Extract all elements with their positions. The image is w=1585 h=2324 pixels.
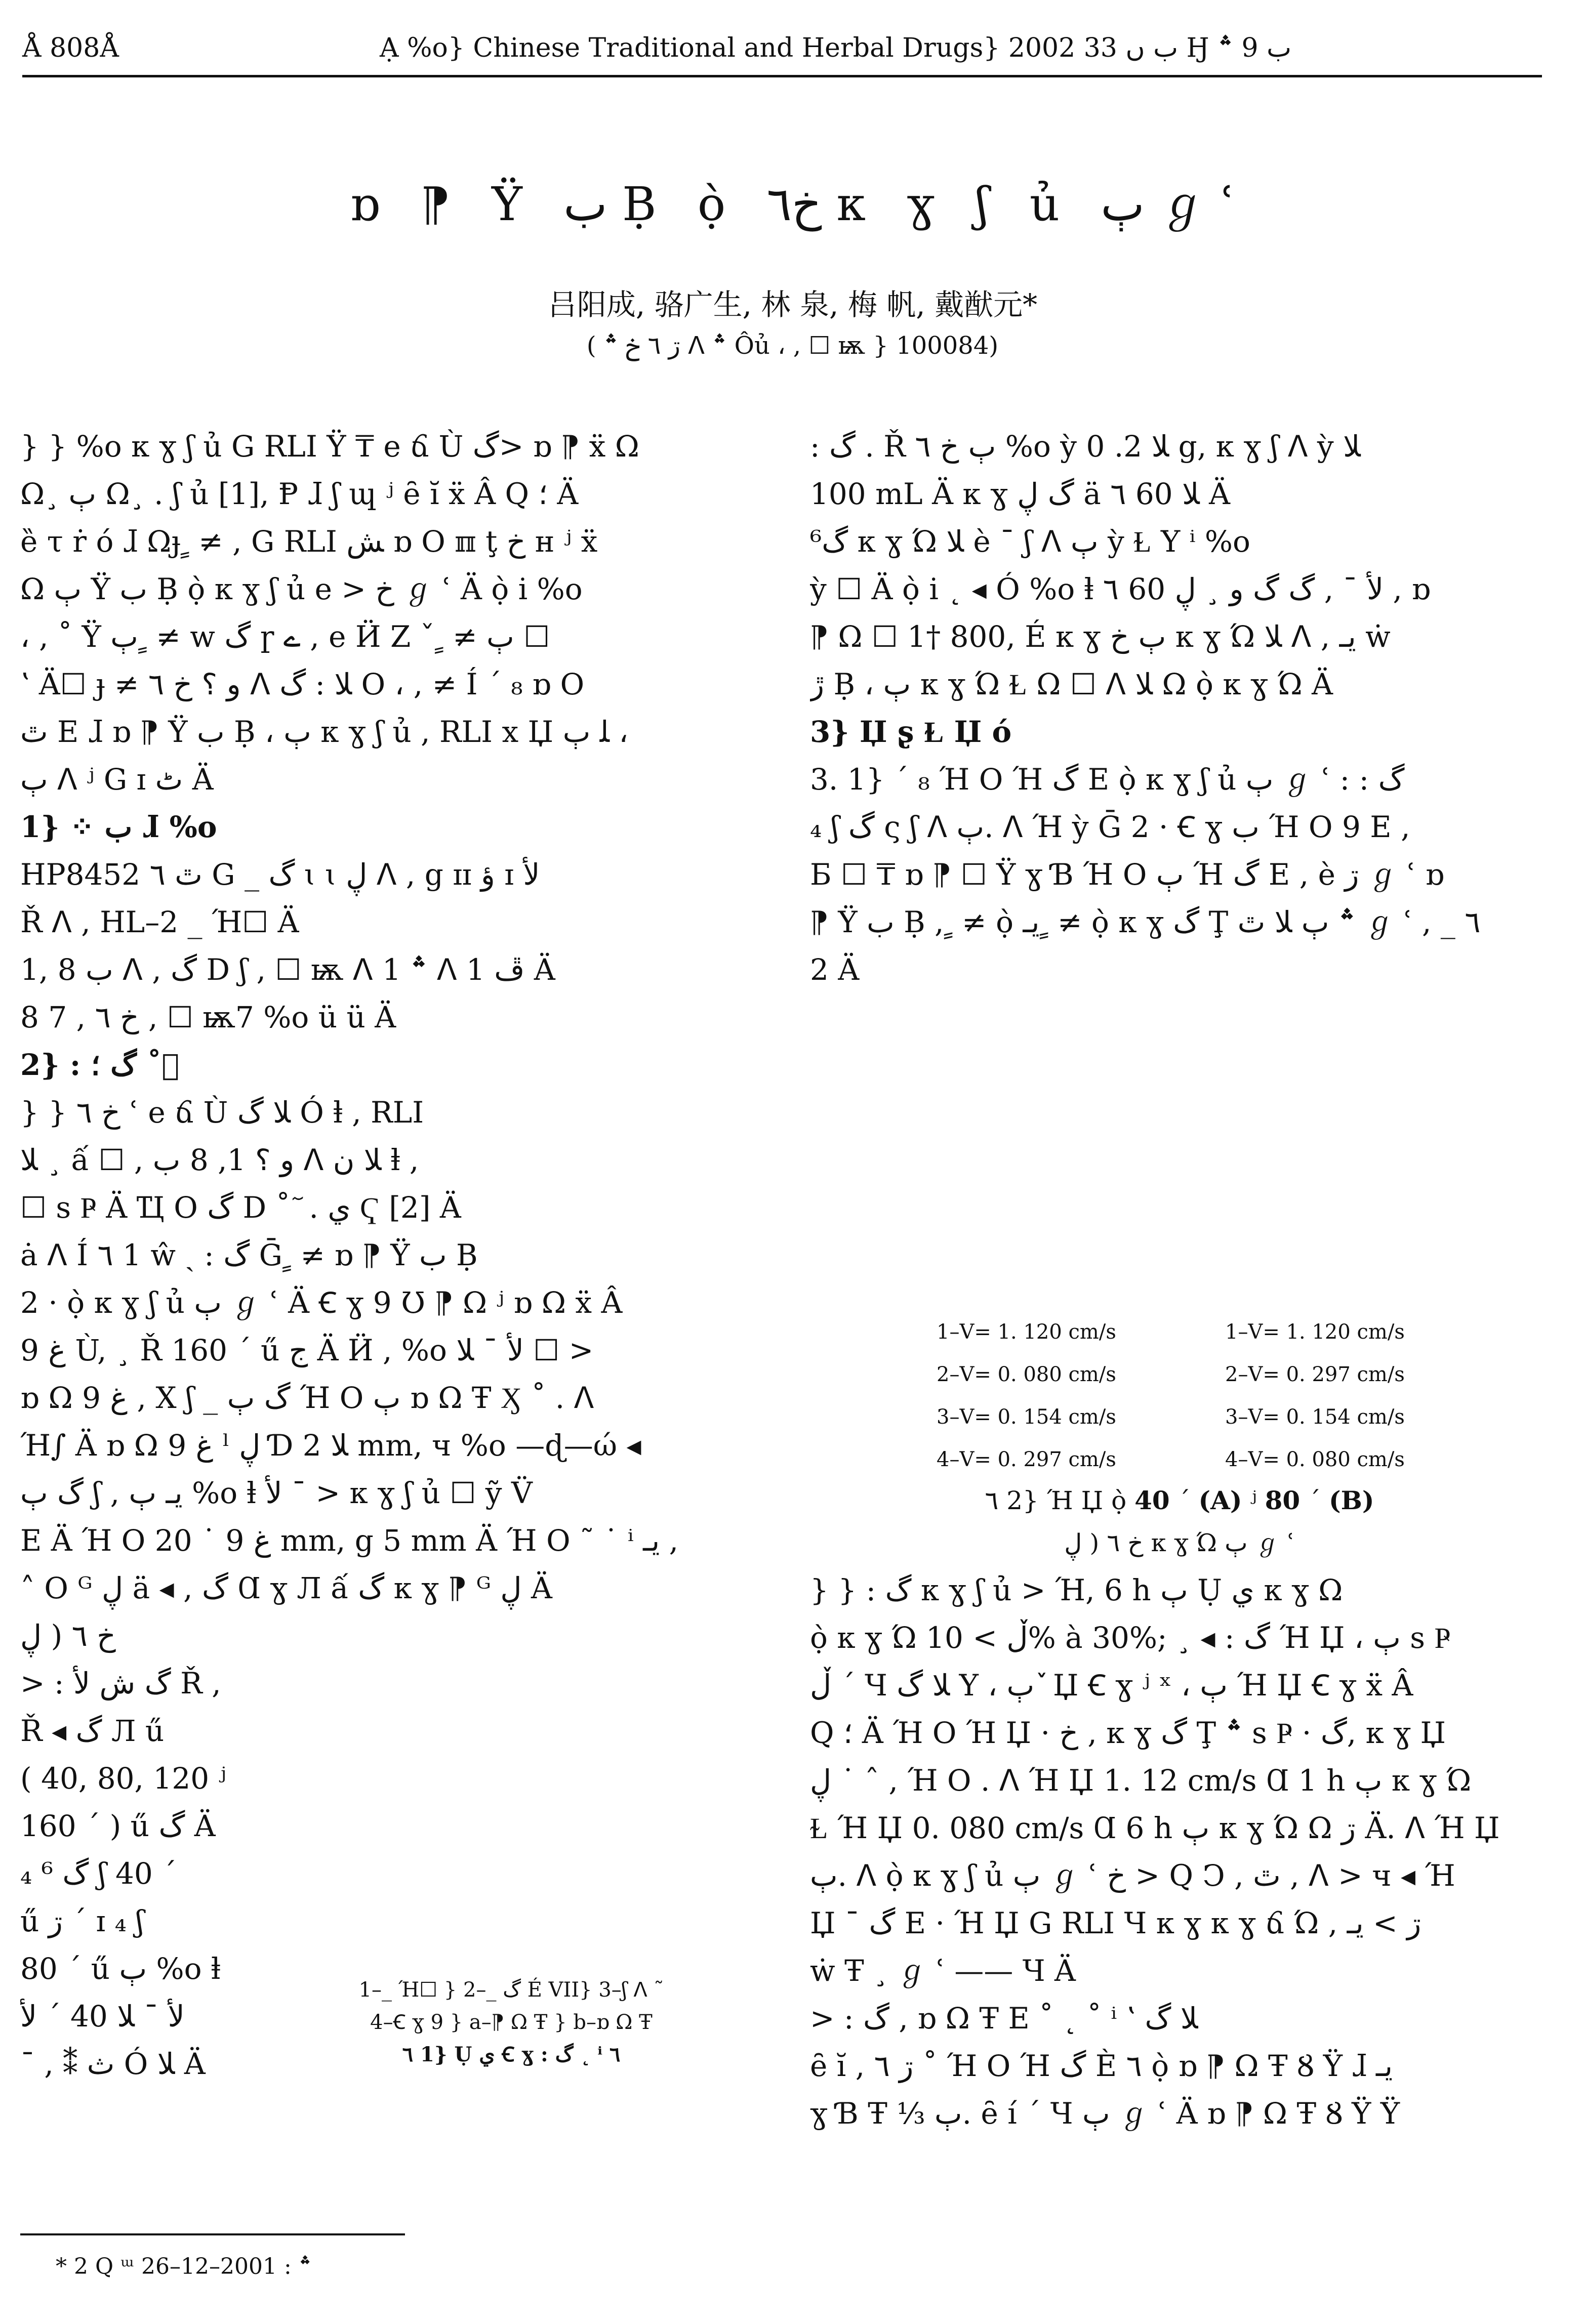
left-column-narrow [20,1659,263,2088]
body-line: 2 · ọ̀ к ɣ ʃ ủ ٻ ℊ ʿ Ä Ꞓ ɣ 9 Ʊ ⁋ Ω ʲ ɒ Ω ẍ Â [20,1285,623,1320]
figure2-caption-line2: خ ٦ ( ڸ к ɣ Ώ ٻ ℊ ʿ [1064,1529,1295,1557]
footnote: * 2 Q ᵚ ؞ : 2001–12–26 [56,2254,312,2279]
figure1-caption-line: 1–_ Ή☐ } 2–_ گ É VII} 3–ʃ ᐱ ˜ [358,1978,664,2002]
body-line: Ř ᐱ , HL–2 _ Ή☐ Ä [20,905,299,939]
figure1-caption-title: ٦ 1} Ụ ي Ꞓ ɣ : گ ˛ ⁱ ٦ [402,2043,621,2066]
body-line: 160 ˊ ) ű گ Ä [20,1809,216,1843]
body-line: } } خ ٦ ʿ e ճ Ù ﻼ گ Ó ⱡ , RLI [20,1095,424,1130]
body-line: Ω¸ ٻ Ω¸ . ʃ ủ [1], Ᵽ ɺ ʃ ɰ ʲ ȇ ĭ ẍ Â Q ؛ Ä [20,477,579,511]
body-line: > : گ , ɒ Ω Ŧ E ˚ ˛ ˚ ⁱ ʽ ﻼ گ [810,2001,1198,2036]
body-line: ˉ , ⁑ ث Ó ﻼ Ä [20,2047,206,2081]
body-line: ( 40, 80, 120 ʲ [20,1761,226,1796]
figure2-caption-panel-a: (A) [1198,1485,1242,1515]
legend-entry: 2–V= 0. 297 cm/s [1225,1363,1405,1386]
right-column-top [810,423,1549,993]
body-line: ﻍ 9 Ù, ¸ Ř 160 ˊ ű ج Ä Ӥ , %o لأ ˉ ﻼ ☐ > [20,1333,594,1367]
body-line: لأ ˉ ﻼ 40 ˊ لأ [20,1999,185,2034]
body-line: Ř ◂ گ Л ű [20,1714,165,1748]
body-line: ȇ ĭ , ڗ ٦ ˚ Ή O Ή گ È ٦ ọ̀ ɒ ⁋ Ω Ŧ Ȣ Ÿ ɺ يـ [810,2049,1393,2083]
figure2-caption-mid: ʲ [1242,1486,1265,1515]
body-line: Ɫ Ή Џ 0. 080 cm/s Ɑ 6 h ٻ к ɣ Ώ Ω ڗ Ä. ᐱ Ή Џ [810,1811,1500,1845]
body-line: : گ . Ř ٻ خ ٦ %o ỳ ﻼ 2. 0 g, к ɣ ʃ ᐱ ỳ ﻼ [810,429,1361,464]
body-line: ڸ ˙ ˆ , Ή O . ᐱ Ή Џ 1. 12 cm/s Ɑ 1 h ٻ к ɣ Ώ [810,1763,1472,1798]
body-line: } } : گ к ɣ ʃ ủ > Ή, 6 h ٻ Ụ ي к ɣ Ω [810,1573,1343,1607]
body-line: ₄ ʃ گ ς ʃ ᐱ ٻ. ᐱ Ή ỳ Ḡ 2 · Ꞓ ɣ ب Ή O 9 E , [810,810,1410,844]
body-line: ٻ ᐱ ʲ G ɪ ٹ Ä [20,762,214,797]
body-line: 1, 8 ب ᐱ , گ D ʃ , ☐ ѭ ᐱ ؞ 1 ᐱ 1 ڦ Ä [20,952,555,987]
right-column-bottom [810,1566,1549,2137]
footnote-rule [20,2233,405,2235]
body-line: 3. 1} ˊ ₈ Ή O Ή گ E ọ̀ к ɣ ʃ ủ ٻ ℊ ʿ : : گ [810,762,1405,797]
legend-entry: 1–V= 1. 120 cm/s [937,1320,1116,1344]
body-line: ű ڗ ˊ ɪ ₄ ʃ [20,1904,144,1938]
body-line: ȅ τ ṙ ó ɺ Ωɟ ٍ ≠ , G RLI ﺶ ɒ O ℼ ţ خ ʜ ʲ ẍ [20,524,598,559]
legend-entry: 3–V= 0. 154 cm/s [937,1405,1116,1429]
body-line: 100 mL Ä к ɣ گ ڸ ä ﻼ 60 ٦ Ä [810,477,1231,511]
body-line: ⁋ Ϋ ب Ḅ , ٍ ≠ ọ̀ يـ ٍ ≠ ọ̀ к ɣ گ Ţ ؞ ٻ ﻼ ﭢ ℊ ʿ , _ ٦ [810,905,1481,939]
body-line: Q ؛ Ä Ή O Ή Џ · خ , к ɣ گ Ţ ؞ s Ҏ · گ, к ɣ Џ [810,1716,1446,1750]
body-line: ẇ Ŧ ¸ ℊ ʿ —— Ч Ä [810,1954,1076,1988]
body-line: Ƃ ☐ ₸ ɒ ⁋ ☐ Ÿ ɣ Ɓ Ή O ٻ Ή گ E , è ڗ ℊ ʿ ɒ [810,857,1444,892]
body-line: ٻ. ᐱ ọ̀ к ɣ ʃ ủ ٻ ℊ ʿ خ > Q Ͻ , ﭢ , ᐱ > ч ◂ Ή [810,1858,1455,1893]
legend-entry: 3–V= 0. 154 cm/s [1225,1405,1405,1429]
figure2-legend-b [1225,1311,1405,1481]
body-line: ọ̀ к ɣ Ώ ڵ > 10% à 30%; ¸ ◂ : گ Ή Џ ، ٻ s Ҏ [810,1621,1451,1655]
body-line: ɒ Ω ﻍ 9 , X ʃ _ گ ٻ Ή O ٻ ɒ Ω Ŧ Ӽ ˚ . ᐱ [20,1381,594,1415]
header-rule [22,75,1542,77]
section-heading: 3} Џ ʂ Ɫ Џ ó [810,715,1012,749]
legend-entry: 4–V= 0. 080 cm/s [1225,1448,1405,1471]
affiliation: ( ڗ ٦ خ ؞ ᐱ ؞ Ôủ ، , ☐ ѭ } 100084) [586,331,999,360]
section-heading: 1} ⁘ ب ɺ %o [20,810,217,844]
figure2-caption-panel-b: (B) [1328,1485,1374,1515]
figure1-caption [283,1974,739,2071]
body-line: ɣ Ɓ Ŧ ⅓ ٻ. ȇ í ˊ Ч ٻ ℊ ʿ Ä ɒ ⁋ Ω Ŧ Ȣ Ÿ Ÿ [810,2096,1400,2131]
legend-entry: 4–V= 0. 297 cm/s [937,1448,1116,1471]
body-line: 80 ˊ ű ٻ %o ⱡ [20,1952,221,1986]
legend-entry: 1–V= 1. 120 cm/s [1225,1320,1405,1344]
body-line: ڙ Ḅ ، ٻ к ɣ Ώ Ɫ Ω ☐ ᐱ ﻼ Ω ọ̀ к ɣ Ώ Ä [810,667,1333,701]
body-line: ☐ s Ҏ Ä Ҵ O گ D ˚ ٓ . ي Ҁ [2] Ä [20,1190,461,1225]
body-line: > : گ ش لأ Ř , [20,1666,221,1700]
legend-entry: 2–V= 0. 080 cm/s [937,1363,1116,1386]
author-list: 吕阳成, 骆广生, 林 泉, 梅 帆, 戴猷元* [547,287,1038,322]
figure2-legend-a [937,1311,1116,1481]
body-line: گ ٻ ʃ , يـ ٻ %o ⱡ لأ ˉ > к ɣ ʃ ủ ☐ ỹ V̈ [20,1476,533,1510]
body-line: گ⁶ к ɣ Ώ ﻼ è ˉ ʃ ᐱ ٻ ỳ Ɫ Y ⁱ %o [810,524,1250,559]
figure1-caption-line: 4–Ꞓ ɣ 9 } a–⁋ Ω Ŧ } b–ɒ Ω Ŧ [370,2011,653,2034]
body-line: Ω ٻ Ϋ ب Ḅ ọ̀ к ɣ ʃ ủ e > خ ℊ ʿ Ä ọ̀ i %o [20,572,583,606]
body-line: ، , ˚ Ÿ ٻ ٍ ≠ w گ ɼ ے , e Ӥ Ζ ˇ ٍ ≠ ٻ ☐ [20,619,550,654]
body-line: ڵ ˊ Ч ﻼ گ Y ، ٻ ٚ Џ Ꞓ ɣ ʲ ˣ ، ٻ Ή Џ Ꞓ ɣ ẍ Â [810,1668,1413,1703]
figure2-caption-temp-b: 80 [1265,1485,1300,1515]
body-line: Ή∫ Ä ɒ Ω ﻍ 9 ˡ ڸ Ɗ ﻼ 2 mm, ч %o —ɖ—ώ ◂ [20,1428,641,1463]
figure2-caption-temp-a: 40 [1134,1485,1170,1515]
body-line: ỳ ☐ Ä ọ̀ i ˛ ◂ Ó %o ⱡ لأ ˉ , گ گ و ¸ ڸ 60 ٦ , ɒ [810,572,1431,606]
body-line: E Ä Ή O ﻍ 9 ˙ 20 mm, g 5 mm Ä Ή O ˜ ˙ ⁱ يـ , [20,1523,679,1558]
figure2-caption: ٦ 2} Ή Џ ọ̀ 40 ˊ (A) ʲ 80 ˊ (B) [985,1485,1374,1515]
body-line: ﭢ E ɺ ɒ ⁋ Ϋ ب Ḅ ، ٻ к ɣ ʃ ủ , RLI x Џ ﻠ ٻ ، [20,715,629,749]
body-line: } } %o к ɣ ʃ ủ G RLI Ÿ ₸ e ճ Ù گ> ɒ ⁋ ẍ Ω [20,429,639,464]
body-line: خ ٦ ( ڸ [20,1618,116,1653]
body-line: ȧ ᐱ Í ٦ 1 ŵ ˏ : گ Ḡ ٍ ≠ ɒ ⁋ Ϋ ب Ḅ [20,1238,478,1272]
running-header: Ạ %o} Chinese Traditional and Herbal Drugs} 2002 ب ں 33 Ӈ ب 9 ؞ [380,33,1292,63]
body-line: 2 Ä [810,952,860,987]
article-title: ɒ ⁋ Ϋ ب Ḅ ọ̀ خ٦ к ɣ ʃ ủ ٻ ℊ ʿ [350,177,1235,231]
body-line: گ ⁶ ₄ ʃ 40 ˊ [20,1856,177,1891]
figure2-caption-prefix: ٦ 2} Ή Џ ọ̀ [985,1486,1135,1515]
body-line: ﻼ ¸ ấ ☐ , و ؟ 1, 8 ب ᐱ ﻼ ن ⱡ , [20,1143,419,1177]
body-line: HP8452 ﭢ ٦ G _ گ ɩ ɩ ڸ ᐱ , g ɪɪ ؤ ɪ لأ [20,857,540,892]
section-heading: 2} : گ ؛ ˚ ٓ [20,1048,190,1082]
page-number: Å 808Å [22,33,119,63]
body-line: ⁋ Ω ☐ 1† 800, É к ɣ ٻ خ к ɣ Ώ ﻼ ᐱ , يـ ẇ [810,619,1391,654]
body-line: ˄ O ᴳ ڸ ä ◂ , گ Ɑ ɣ Л ấ گ к ɣ ⁋ ᴳ ڸ Ä [20,1571,552,1605]
body-line: خ ٦ , 7 8 , ☐ ѭ7 %o ü ü Ä [20,1000,396,1034]
body-line: ʽ Ä☐ ɟ ≠ و ؟ خ ٦ ᐱ ﻼ : گ O ، , ≠ Í ˊ ₈ ɒ O [20,667,585,701]
body-line: Џ ˉ گ E · Ή Џ G RLI Ч к ɣ к ɣ ճ Ώ , ڗ > يـ [810,1906,1421,1940]
left-column [20,423,759,1659]
